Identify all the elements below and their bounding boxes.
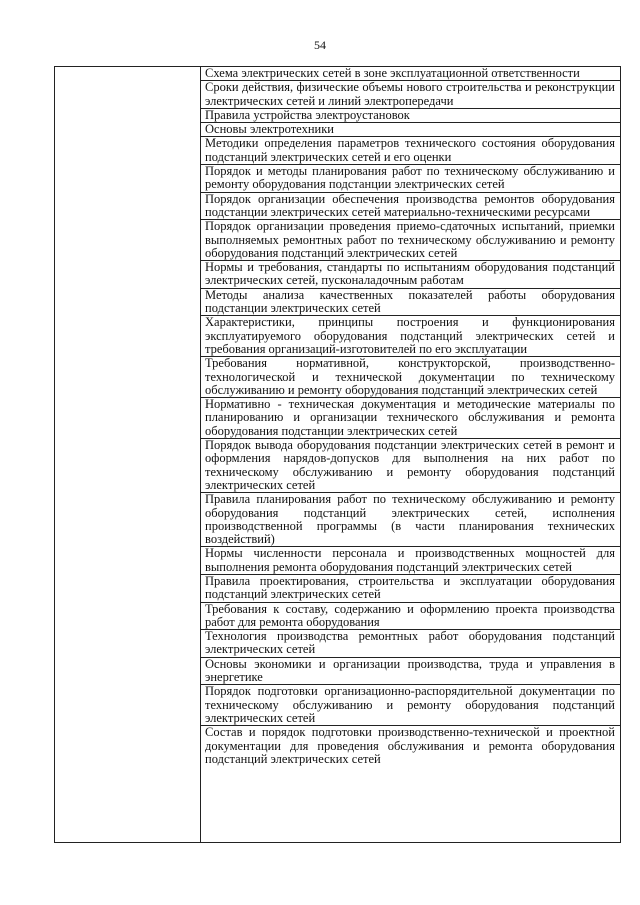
right-column-cell <box>201 67 621 843</box>
list-item: Правила проектирования, строительства и эксплуатации оборудования подстанций электрических сетей <box>201 575 620 603</box>
list-item: Основы электротехники <box>201 123 620 137</box>
list-item: Нормативно - техническая документация и методические материалы по планированию и организации технического обслуживания и ремонта оборудования подстанции электрических сетей <box>201 398 620 439</box>
list-item: Правила устройства электроустановок <box>201 109 620 123</box>
list-item: Порядок и методы планирования работ по техническому обслуживанию и ремонту оборудования подстанции электрических сетей <box>201 165 620 193</box>
page-number: 54 <box>314 38 326 52</box>
list-item: Требования нормативной, конструкторской, производственно-технологической и технической документации по техническому обслуживанию и ремонту оборудования подстанций электрических сетей <box>201 357 620 398</box>
list-item: Схема электрических сетей в зоне эксплуатационной ответственности <box>201 67 620 81</box>
list-item: Характеристики, принципы построения и функционирования эксплуатируемого оборудования подстанций электрических сетей и требования организаций-изготовителей по его эксплуатации <box>201 316 620 357</box>
list-item: Нормы и требования, стандарты по испытаниям оборудования подстанций электрических сетей, пусконаладочным работам <box>201 261 620 289</box>
list-item: Состав и порядок подготовки производственно-технической и проектной документации для проведения обслуживания и ремонта оборудования подстанций электрических сетей <box>205 725 615 766</box>
list-item: Порядок подготовки организационно-распорядительной документации по техническому обслуживанию и ремонту оборудования подстанций электрических сетей <box>201 685 620 726</box>
list-item: Методы анализа качественных показателей работы оборудования подстанции электрических сетей <box>201 289 620 317</box>
knowledge-list <box>201 67 620 766</box>
list-item: Порядок вывода оборудования подстанции электрических сетей в ремонт и оформления нарядов-допусков для выполнения на них работ по техническому обслуживанию и ремонту оборудования подстанций электрических сетей <box>201 439 620 493</box>
list-item: Сроки действия, физические объемы нового строительства и реконструкции электрических сетей и линий электропередачи <box>201 81 620 109</box>
list-item: Методики определения параметров технического состояния оборудования подстанций электрических сетей и его оценки <box>201 137 620 165</box>
list-item: Основы экономики и организации производства, труда и управления в энергетике <box>201 658 620 686</box>
list-item: Порядок организации проведения приемо-сдаточных испытаний, приемки выполняемых ремонтных работ по техническому обслуживанию и ремонту оборудования подстанций электрических сетей <box>201 220 620 261</box>
list-item: Требования к составу, содержанию и оформлению проекта производства работ для ремонта оборудования <box>201 603 620 631</box>
list-item: Технология производства ремонтных работ оборудования подстанций электрических сетей <box>201 630 620 658</box>
list-item: Правила планирования работ по техническому обслуживанию и ремонту оборудования подстанций электрических сетей, исполнения производственной программы (в части планирования технических воздействий) <box>201 493 620 547</box>
table-row <box>55 67 621 843</box>
list-item: Нормы численности персонала и производственных мощностей для выполнения ремонта оборудования подстанций электрических сетей <box>201 547 620 575</box>
requirements-table <box>54 66 621 843</box>
list-item: Порядок организации обеспечения производства ремонтов оборудования подстанции электрических сетей материально-техническими ресурсами <box>201 193 620 221</box>
left-column-cell <box>55 67 201 843</box>
